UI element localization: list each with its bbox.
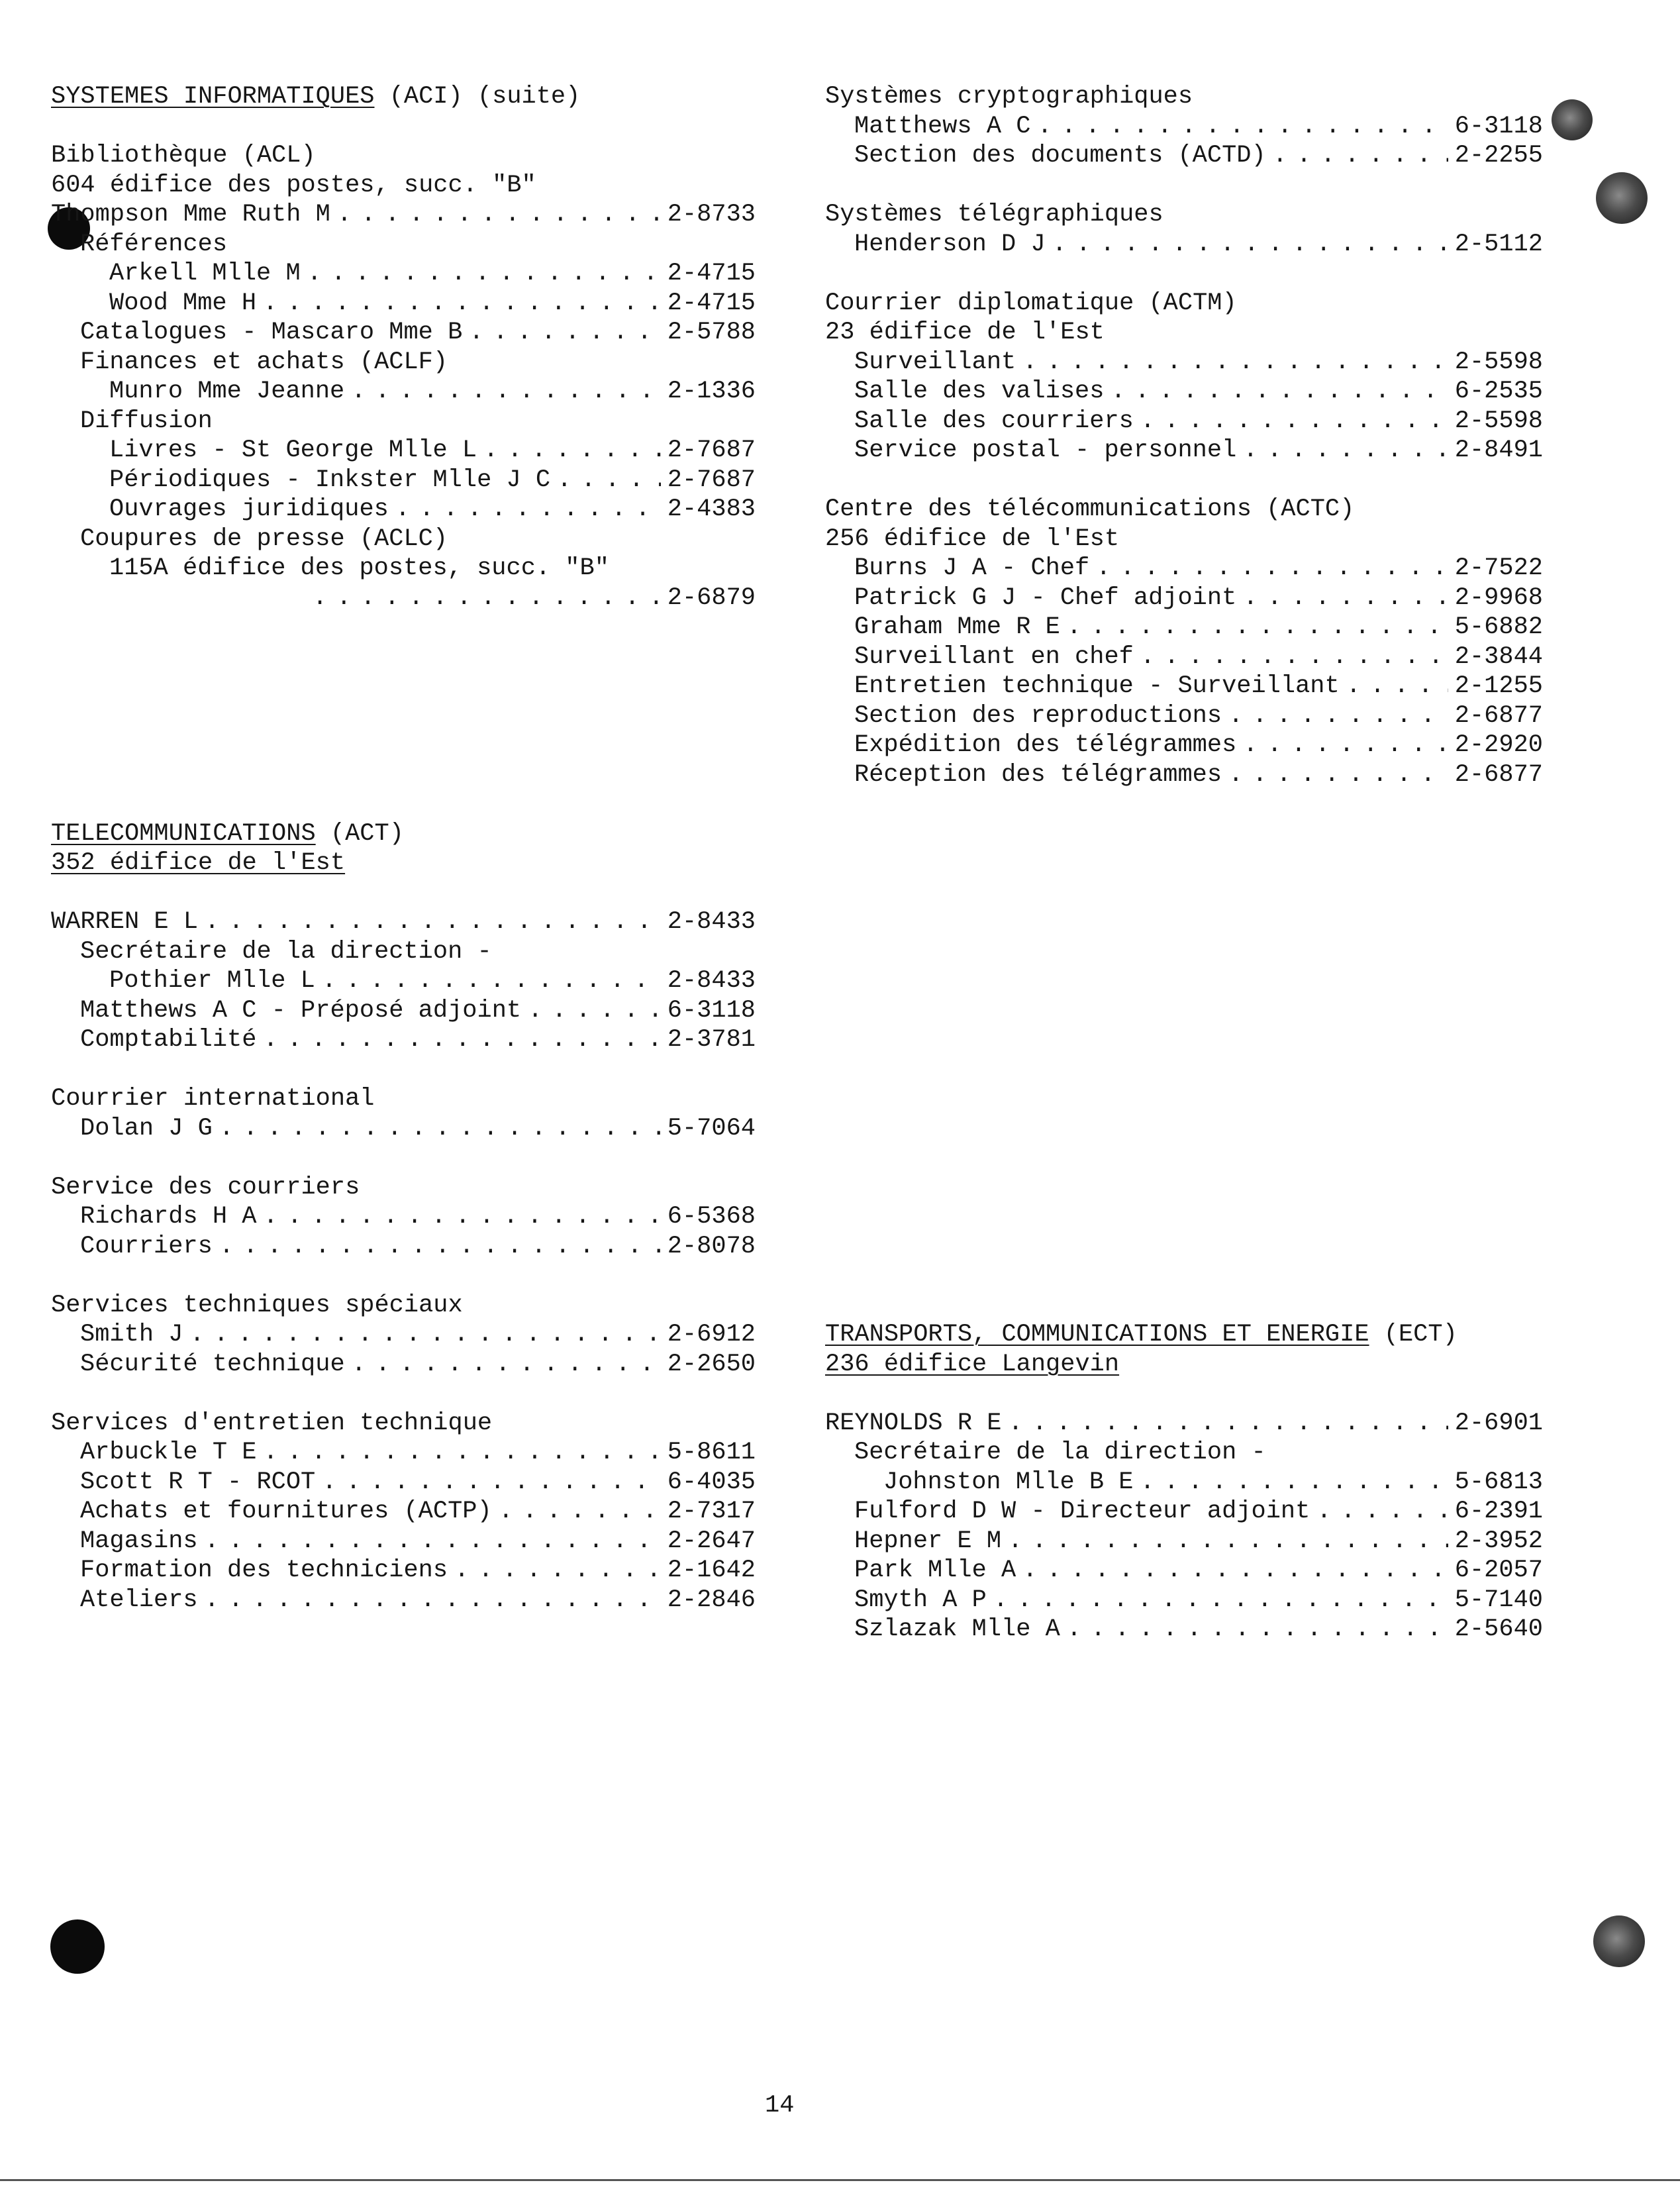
directory-entry xyxy=(825,701,1543,731)
entry-phone: 2-8078 xyxy=(667,1232,756,1260)
punch-hole-top-right-1 xyxy=(1552,99,1593,140)
entry-name: Dolan J G xyxy=(80,1114,213,1143)
entry-phone: 2-3844 xyxy=(1454,642,1543,671)
address-line: 23 édifice de l'Est xyxy=(825,319,1105,346)
group-label: Services techniques spéciaux xyxy=(51,1291,463,1319)
entry-phone: 2-8491 xyxy=(1454,436,1543,464)
entry-phone: 2-2920 xyxy=(1454,731,1543,759)
entry-name: Surveillant xyxy=(854,348,1016,376)
entry-phone: 2-4383 xyxy=(667,495,756,523)
directory-entry xyxy=(825,407,1543,436)
entry-name: Salle des valises xyxy=(854,378,1105,405)
entry-name: Scott R T - RCOT xyxy=(80,1468,316,1496)
directory-entry xyxy=(51,1114,756,1144)
directory-entry xyxy=(825,731,1543,760)
directory-entry xyxy=(825,1527,1543,1556)
subsection-title: Bibliothèque (ACL) xyxy=(51,142,316,170)
entry-phone: 5-8611 xyxy=(667,1439,756,1466)
entry-phone: 2-6901 xyxy=(1454,1409,1543,1437)
entry-name: Réception des télégrammes xyxy=(854,760,1222,789)
entry-phone: 6-4035 xyxy=(667,1468,756,1496)
entry-name: Formation des techniciens xyxy=(80,1556,448,1584)
directory-entry xyxy=(51,1232,756,1262)
directory-entry xyxy=(825,1586,1543,1615)
entry-name: Section des documents (ACTD) xyxy=(854,142,1266,170)
page-number: 14 xyxy=(765,2092,795,2119)
entry-name: Burns J A - Chef xyxy=(854,554,1090,582)
directory-entry xyxy=(825,613,1543,642)
entry-phone: 2-6877 xyxy=(1454,760,1543,789)
directory-entry xyxy=(825,1615,1543,1645)
directory-entry xyxy=(51,966,756,996)
entry-phone: 2-8433 xyxy=(667,967,756,995)
entry-name: Fulford D W - Directeur adjoint xyxy=(854,1498,1310,1525)
entry-name: Livres - St George Mlle L xyxy=(109,436,477,464)
directory-entry xyxy=(51,996,756,1026)
directory-entry xyxy=(51,259,756,289)
directory-entry xyxy=(825,642,1543,672)
section-header xyxy=(51,82,756,112)
entry-phone: 2-5598 xyxy=(1454,348,1543,376)
directory-entry xyxy=(51,200,756,230)
directory-entry xyxy=(51,1438,756,1468)
directory-entry xyxy=(825,112,1543,142)
section-title-suffix: (ACI) (suite) xyxy=(374,83,581,111)
directory-entry xyxy=(51,436,756,466)
entry-phone: 5-6882 xyxy=(1454,613,1543,641)
group-label: Secrétaire de la direction - xyxy=(80,937,492,966)
entry-name: Munro Mme Jeanne xyxy=(109,378,345,405)
group-label: Courrier international xyxy=(51,1085,375,1113)
entry-phone: 2-3781 xyxy=(667,1026,756,1054)
directory-entry xyxy=(51,1320,756,1350)
entry-phone: 6-2535 xyxy=(1454,378,1543,405)
entry-phone: 2-2255 xyxy=(1454,142,1543,170)
directory-entry xyxy=(825,436,1543,466)
address-line: 115A édifice des postes, succ. "B" xyxy=(109,554,609,582)
entry-phone: 2-3952 xyxy=(1454,1527,1543,1555)
section-title: TELECOMMUNICATIONS xyxy=(51,819,316,848)
entry-phone: 5-7140 xyxy=(1454,1586,1543,1614)
entry-phone: 2-9968 xyxy=(1454,584,1543,612)
directory-entry xyxy=(825,554,1543,584)
group-label: Secrétaire de la direction - xyxy=(854,1439,1266,1466)
directory-entry xyxy=(825,584,1543,613)
directory-entry xyxy=(51,907,756,937)
entry-name: Richards H A xyxy=(80,1203,257,1231)
entry-phone: 2-2647 xyxy=(667,1527,756,1555)
group-label: Courrier diplomatique (ACTM) xyxy=(825,289,1237,317)
directory-entry xyxy=(825,141,1543,171)
entry-phone: 2-6912 xyxy=(667,1321,756,1349)
directory-entry xyxy=(825,760,1543,790)
directory-entry xyxy=(51,289,756,319)
entry-name: Achats et fournitures (ACTP) xyxy=(80,1498,492,1525)
entry-phone: 2-2650 xyxy=(667,1350,756,1378)
group-label: Systèmes télégraphiques xyxy=(825,201,1163,229)
entry-phone: 2-7687 xyxy=(667,466,756,494)
directory-entry xyxy=(825,377,1543,407)
entry-name: Magasins xyxy=(80,1527,198,1555)
directory-entry xyxy=(51,1586,756,1615)
directory-entry xyxy=(51,1497,756,1527)
entry-phone: 5-7064 xyxy=(667,1114,756,1143)
entry-name: WARREN E L xyxy=(51,908,199,936)
entry-name: Thompson Mme Ruth M xyxy=(51,201,330,229)
entry-name: REYNOLDS R E xyxy=(825,1409,1002,1437)
entry-name: Expédition des télégrammes xyxy=(854,731,1237,759)
entry-name: Johnston Mlle B E xyxy=(883,1468,1134,1496)
entry-phone: 2-8433 xyxy=(667,908,756,936)
entry-name: Smyth A P xyxy=(854,1586,987,1614)
directory-entry xyxy=(825,230,1543,260)
entry-phone: 6-2057 xyxy=(1454,1556,1543,1584)
entry-phone: 2-1255 xyxy=(1454,672,1543,700)
directory-entry xyxy=(51,1556,756,1586)
entry-phone: 2-5112 xyxy=(1454,230,1543,258)
group-label: Références xyxy=(80,230,228,258)
group-label: Systèmes cryptographiques xyxy=(825,83,1193,111)
right-column xyxy=(825,82,1543,1645)
group-label: Coupures de presse (ACLC) xyxy=(80,525,448,553)
entry-phone: 2-6877 xyxy=(1454,701,1543,730)
entry-name: Hepner E M xyxy=(854,1527,1002,1555)
entry-phone: 6-2391 xyxy=(1454,1498,1543,1525)
left-column xyxy=(51,82,756,1615)
section-header xyxy=(51,819,756,849)
directory-entry xyxy=(51,1202,756,1232)
entry-phone: 2-6879 xyxy=(667,584,756,612)
punch-hole-bottom-right xyxy=(1593,1915,1645,1967)
directory-entry xyxy=(825,672,1543,701)
directory-entry xyxy=(825,348,1543,378)
address-line: 236 édifice Langevin xyxy=(825,1350,1120,1378)
entry-name: Surveillant en chef xyxy=(854,642,1134,671)
section-header xyxy=(825,1320,1543,1350)
directory-entry xyxy=(51,466,756,495)
entry-name: Sécurité technique xyxy=(80,1350,345,1378)
entry-phone: 2-5640 xyxy=(1454,1615,1543,1643)
group-label: Finances et achats (ACLF) xyxy=(80,348,448,376)
entry-phone: 5-6813 xyxy=(1454,1468,1543,1496)
address-line: 256 édifice de l'Est xyxy=(825,525,1120,553)
entry-name: Graham Mme R E xyxy=(854,613,1060,641)
entry-name: Arbuckle T E xyxy=(80,1439,257,1466)
entry-name: Périodiques - Inkster Mlle J C xyxy=(109,466,551,494)
entry-name: Matthews A C xyxy=(854,112,1031,140)
address-line: 352 édifice de l'Est xyxy=(51,849,346,877)
entry-name: Catalogues - Mascaro Mme B xyxy=(80,319,463,346)
punch-hole-bottom-left xyxy=(50,1919,105,1974)
entry-name: Ateliers xyxy=(80,1586,198,1614)
bottom-rule xyxy=(0,2179,1680,2181)
directory-entry xyxy=(51,495,756,525)
section-title-suffix: (ECT) xyxy=(1369,1321,1458,1349)
entry-phone: 2-4715 xyxy=(667,260,756,287)
group-label: Centre des télécommunications (ACTC) xyxy=(825,495,1355,523)
entry-name: Patrick G J - Chef adjoint xyxy=(854,584,1237,612)
punch-hole-top-right-2 xyxy=(1596,172,1648,224)
section-title-suffix: (ACT) xyxy=(315,819,404,848)
directory-entry xyxy=(51,1350,756,1380)
entry-phone: 2-5598 xyxy=(1454,407,1543,435)
entry-name: Service postal - personnel xyxy=(854,436,1237,464)
directory-entry xyxy=(51,318,756,348)
entry-phone: 6-3118 xyxy=(667,996,756,1025)
entry-name: Park Mlle A xyxy=(854,1556,1016,1584)
directory-entry xyxy=(51,584,756,613)
directory-entry xyxy=(825,1497,1543,1527)
entry-phone: 6-3118 xyxy=(1454,112,1543,140)
entry-phone: 2-1336 xyxy=(667,378,756,405)
entry-phone: 2-4715 xyxy=(667,289,756,317)
entry-phone: 2-5788 xyxy=(667,319,756,346)
entry-name: Comptabilité xyxy=(80,1026,257,1054)
entry-name: Pothier Mlle L xyxy=(109,967,315,995)
entry-name: Arkell Mlle M xyxy=(109,260,301,287)
entry-name: Smith J xyxy=(80,1321,183,1349)
entry-name: Ouvrages juridiques xyxy=(109,495,389,523)
entry-phone: 2-8733 xyxy=(667,201,756,229)
address-line: 604 édifice des postes, succ. "B" xyxy=(51,171,536,199)
entry-name: Section des reproductions xyxy=(854,701,1222,730)
entry-name: Courriers xyxy=(80,1232,213,1260)
directory-entry xyxy=(825,1468,1543,1498)
entry-phone: 2-2846 xyxy=(667,1586,756,1614)
entry-name: Henderson D J xyxy=(854,230,1046,258)
directory-entry xyxy=(825,1409,1543,1439)
entry-name: Salle des courriers xyxy=(854,407,1134,435)
directory-entry xyxy=(825,1556,1543,1586)
entry-phone: 2-7687 xyxy=(667,436,756,464)
group-label: Services d'entretien technique xyxy=(51,1409,493,1437)
directory-entry xyxy=(51,1527,756,1556)
directory-entry xyxy=(51,1468,756,1498)
group-label: Service des courriers xyxy=(51,1173,360,1201)
entry-name: Matthews A C - Préposé adjoint xyxy=(80,996,522,1025)
entry-phone: 2-7317 xyxy=(667,1498,756,1525)
entry-phone: 6-5368 xyxy=(667,1203,756,1231)
directory-entry xyxy=(51,1025,756,1055)
group-label: Diffusion xyxy=(80,407,213,435)
entry-name: Szlazak Mlle A xyxy=(854,1615,1060,1643)
directory-entry xyxy=(51,377,756,407)
entry-name: Entretien technique - Surveillant xyxy=(854,672,1340,700)
section-title: SYSTEMES INFORMATIQUES xyxy=(51,83,375,111)
entry-name: Wood Mme H xyxy=(109,289,257,317)
section-title: TRANSPORTS, COMMUNICATIONS ET ENERGIE xyxy=(825,1321,1369,1349)
entry-phone: 2-7522 xyxy=(1454,554,1543,582)
entry-phone: 2-1642 xyxy=(667,1556,756,1584)
